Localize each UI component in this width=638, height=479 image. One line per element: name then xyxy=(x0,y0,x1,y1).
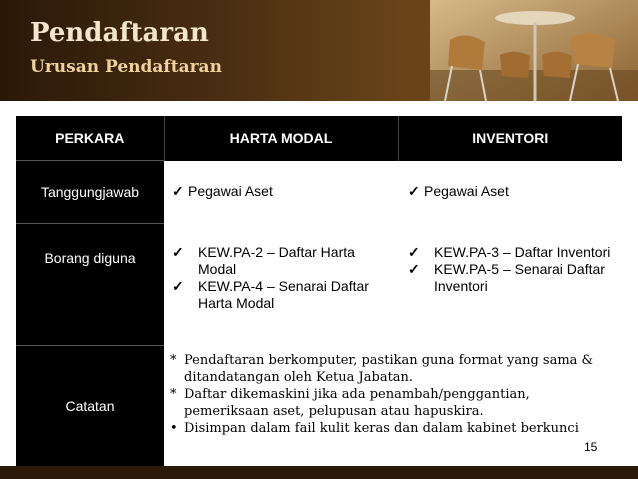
cell-tanggungjawab-harta-modal xyxy=(164,161,398,224)
cell-borang-inventori xyxy=(398,224,622,346)
check-icon: ✓ xyxy=(172,243,184,260)
list-item: ✓ KEW.PA-5 – Senarai Daftar Inventori xyxy=(408,260,605,294)
note-item: • Disimpan dalam fail kulit keras dan dalam kabinet berkunci xyxy=(170,420,579,436)
table-row xyxy=(16,161,622,224)
row-label-tanggungjawab: Tanggungjawab xyxy=(16,161,164,224)
column-header-perkara: PERKARA xyxy=(16,116,164,161)
list-item: ✓ KEW.PA-3 – Daftar Inventori xyxy=(408,243,611,260)
check-icon: ✓ xyxy=(408,182,420,199)
table-row xyxy=(16,346,622,467)
cell-catatan-notes xyxy=(164,346,622,467)
row-label-catatan: Catatan xyxy=(16,346,164,467)
slide-subtitle: Urusan Pendaftaran xyxy=(30,57,222,77)
note-item: * Pendaftaran berkomputer, pastikan guna format yang sama & ditandatangan oleh Ketua Jabatan. xyxy=(170,352,594,385)
registration-table xyxy=(16,116,622,467)
cell-borang-harta-modal xyxy=(164,224,398,346)
chairs-photo xyxy=(430,0,638,101)
list-item: ✓ KEW.PA-2 – Daftar Harta Modal xyxy=(172,243,355,277)
check-icon: ✓ xyxy=(172,277,184,294)
note-item: * Daftar dikemaskini jika ada penambah/penggantian, pemeriksaan aset, pelupusan atau hapuskira. xyxy=(170,386,530,419)
footer-bar xyxy=(0,466,638,479)
page-number: 15 xyxy=(584,440,598,454)
check-icon: ✓ xyxy=(408,243,420,260)
row-label-borang-diguna: Borang diguna xyxy=(16,224,164,346)
list-item: ✓ Pegawai Aset xyxy=(408,182,509,199)
table-row xyxy=(16,224,622,346)
table-header-row xyxy=(16,116,622,161)
slide-header xyxy=(0,0,638,101)
cell-tanggungjawab-inventori xyxy=(398,161,622,224)
column-header-harta-modal: HARTA MODAL xyxy=(164,116,398,161)
slide-title: Pendaftaran xyxy=(30,18,209,48)
list-item: ✓ KEW.PA-4 – Senarai Daftar Harta Modal xyxy=(172,277,369,311)
check-icon: ✓ xyxy=(408,260,420,277)
column-header-inventori: INVENTORI xyxy=(398,116,622,161)
list-item: ✓ Pegawai Aset xyxy=(172,182,273,199)
check-icon: ✓ xyxy=(172,182,184,199)
